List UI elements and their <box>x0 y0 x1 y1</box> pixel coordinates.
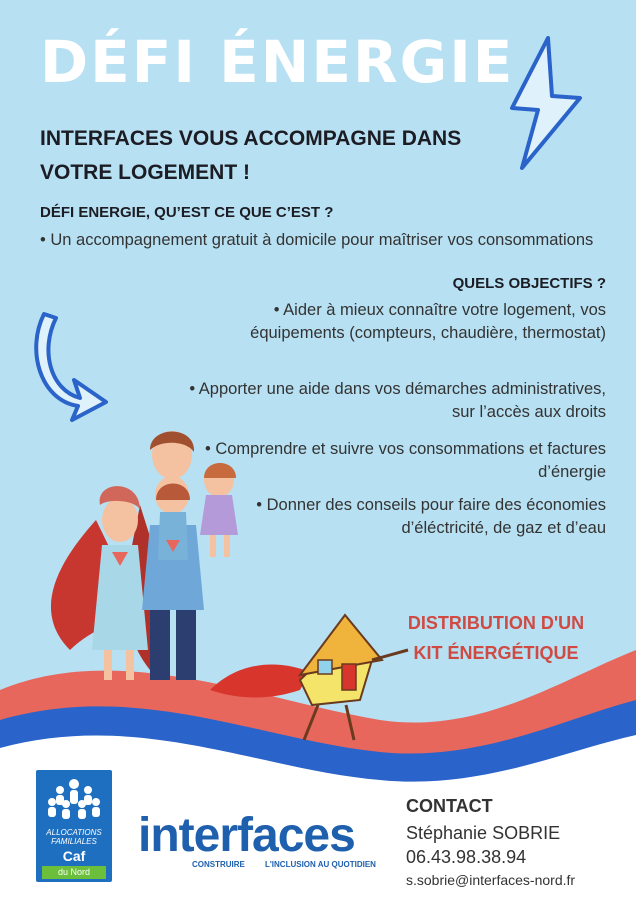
objective-item: • Donner des conseils pour faire des économies d’éléctricité, de gaz et d’eau <box>256 496 606 537</box>
objective-item: • Aider à mieux connaître votre logement, vos équipements (compteurs, chaudière, thermostat) <box>250 301 606 342</box>
interfaces-tagline-1: CONSTRUIRE <box>192 860 245 869</box>
caf-line1: ALLOCATIONS <box>46 828 102 837</box>
caf-line3: Caf <box>62 848 86 864</box>
section-heading-objectives: QUELS OBJECTIFS ? <box>452 275 606 292</box>
caf-family-icon <box>36 774 112 824</box>
section-heading-what: DÉFI ENERGIE, QU’EST CE QUE C’EST ? <box>40 204 334 221</box>
page-title: DÉFI ÉNERGIE <box>40 28 515 96</box>
subtitle: INTERFACES VOUS ACCOMPAGNE DANS VOTRE LOGEMENT ! <box>40 127 462 184</box>
interfaces-logo: interfaces <box>138 809 355 862</box>
caf-logo <box>36 770 112 882</box>
contact-name: Stéphanie SOBRIE <box>406 823 561 843</box>
curved-arrow-icon <box>36 314 106 420</box>
caf-line4: du Nord <box>57 867 91 877</box>
section-text-what: • Un accompagnement gratuit à domicile pour maîtriser vos consommations <box>40 231 594 249</box>
objective-item: • Apporter une aide dans vos démarches administratives, sur l’accès aux droits <box>189 380 606 421</box>
contact-email[interactable]: s.sobrie@interfaces-nord.fr <box>406 872 576 888</box>
contact-phone[interactable]: 06.43.98.38.94 <box>406 847 527 867</box>
contact-heading: CONTACT <box>406 796 493 816</box>
objective-item: • Comprendre et suivre vos consommations et factures d’énergie <box>204 440 606 481</box>
caf-line2: FAMILIALES <box>51 837 97 846</box>
kit-distribution-label: DISTRIBUTION D'UN KIT ÉNERGÉTIQUE <box>407 613 585 663</box>
lightning-icon <box>512 38 580 168</box>
interfaces-tagline-2: L'INCLUSION AU QUOTIDIEN <box>265 860 376 869</box>
